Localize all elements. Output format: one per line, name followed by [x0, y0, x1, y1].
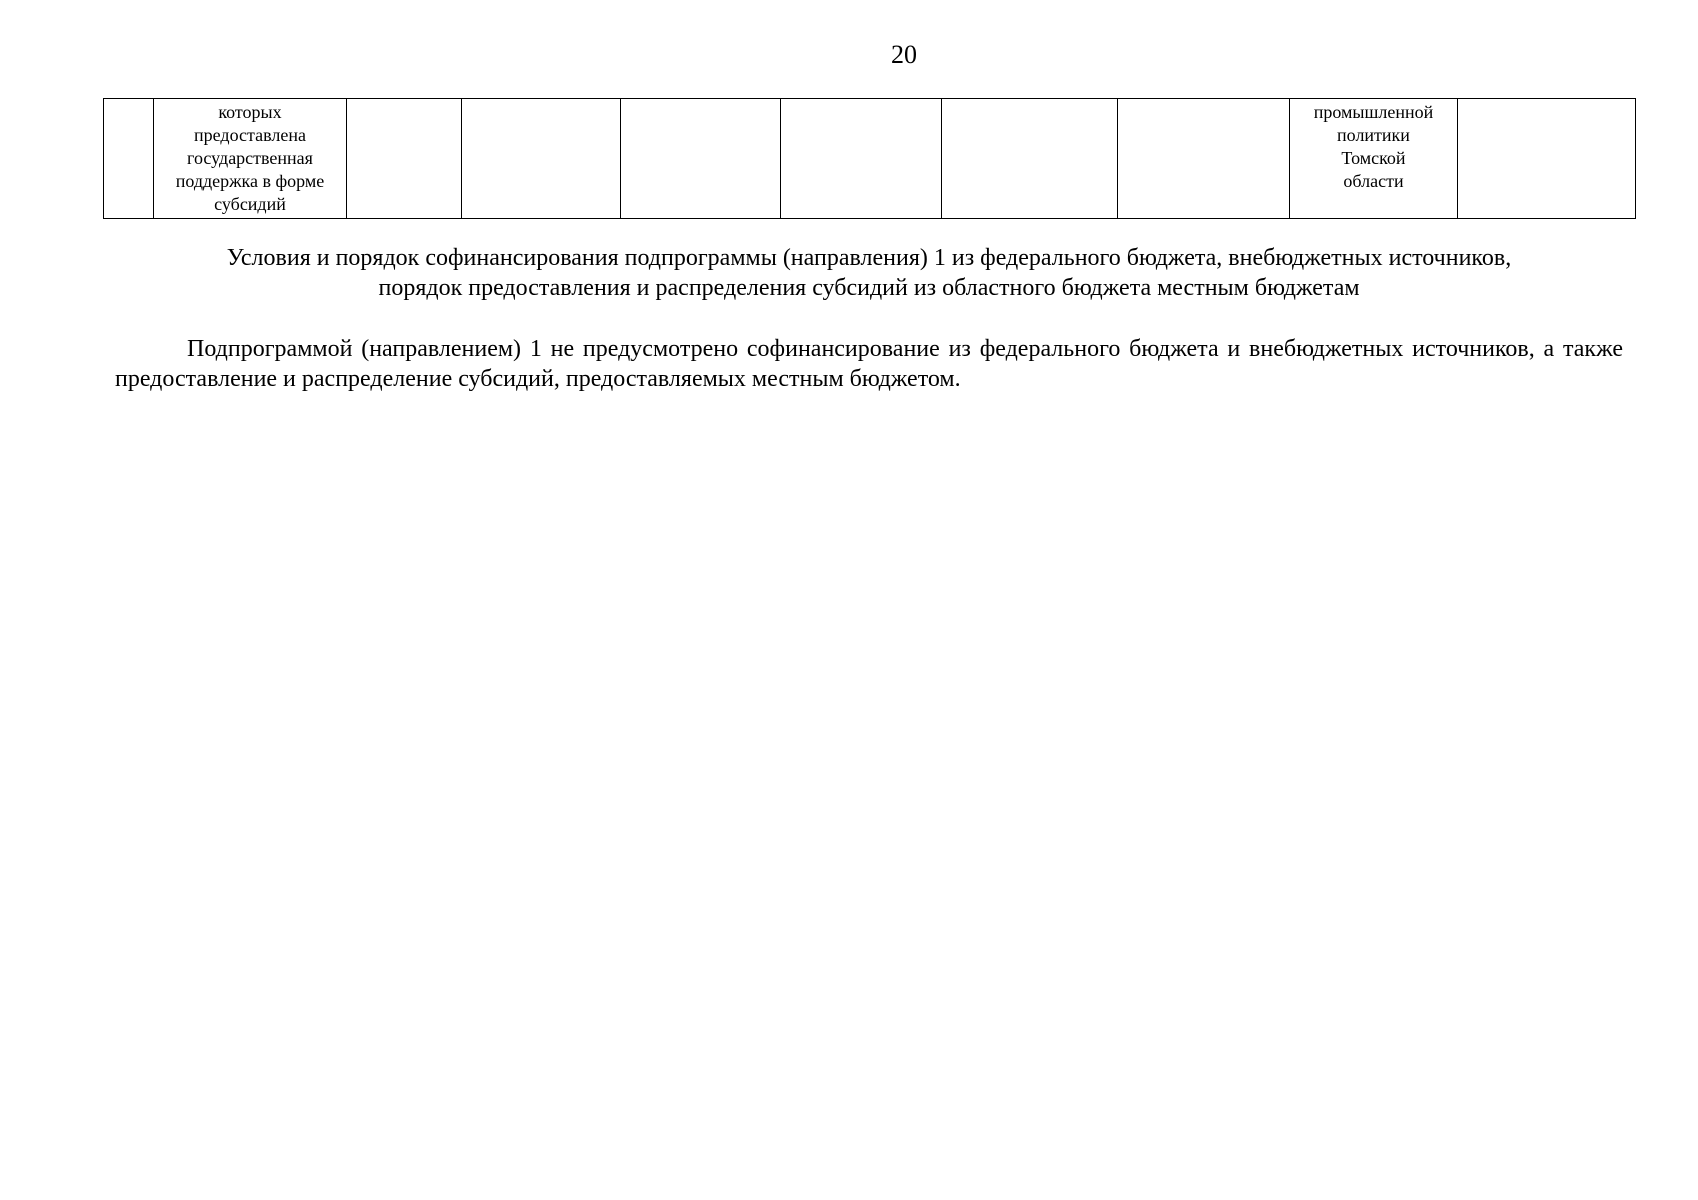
table-cell-indicator: [154, 99, 347, 219]
table-cell-line: области: [1343, 171, 1404, 191]
section-heading-line-2: порядок предоставления и распределения субсидий из областного бюджета местным бюджетам: [378, 275, 1360, 301]
table-cell-number: [104, 99, 154, 219]
table-cell-responsible: [1290, 99, 1458, 219]
table-cell: [1458, 99, 1636, 219]
table-cell-line: предоставлена: [194, 125, 306, 145]
table-row: [104, 99, 1636, 219]
table-cell-line: которых: [218, 102, 282, 122]
table-cell: [942, 99, 1118, 219]
table-cell: [621, 99, 781, 219]
table-cell: [347, 99, 462, 219]
data-table: [103, 98, 1636, 219]
table-cell-line: поддержка в форме: [175, 171, 325, 191]
body-paragraph: Подпрограммой (направлением) 1 не предусмотрено софинансирование из федерального бюджета и внебюджетных источников, а также предоставление и распределение субсидий, предоставляемых местным бюджетом.: [115, 336, 1623, 392]
table-cell: [781, 99, 942, 219]
table-cell-line: Томской: [1341, 148, 1406, 168]
section-heading: [103, 243, 1635, 303]
table-cell-line: политики: [1337, 125, 1410, 145]
table-cell: [462, 99, 621, 219]
section-heading-line-1: Условия и порядок софинансирования подпрограммы (направления) 1 из федерального бюджета, внебюджетных источников,: [226, 245, 1512, 271]
page-number: 20: [891, 40, 917, 69]
table-cell-line: субсидий: [214, 194, 286, 214]
table-cell: [1118, 99, 1290, 219]
table-cell-line: государственная: [187, 148, 313, 168]
continued-table: [103, 98, 1636, 219]
table-cell-line: промышленной: [1313, 102, 1434, 122]
